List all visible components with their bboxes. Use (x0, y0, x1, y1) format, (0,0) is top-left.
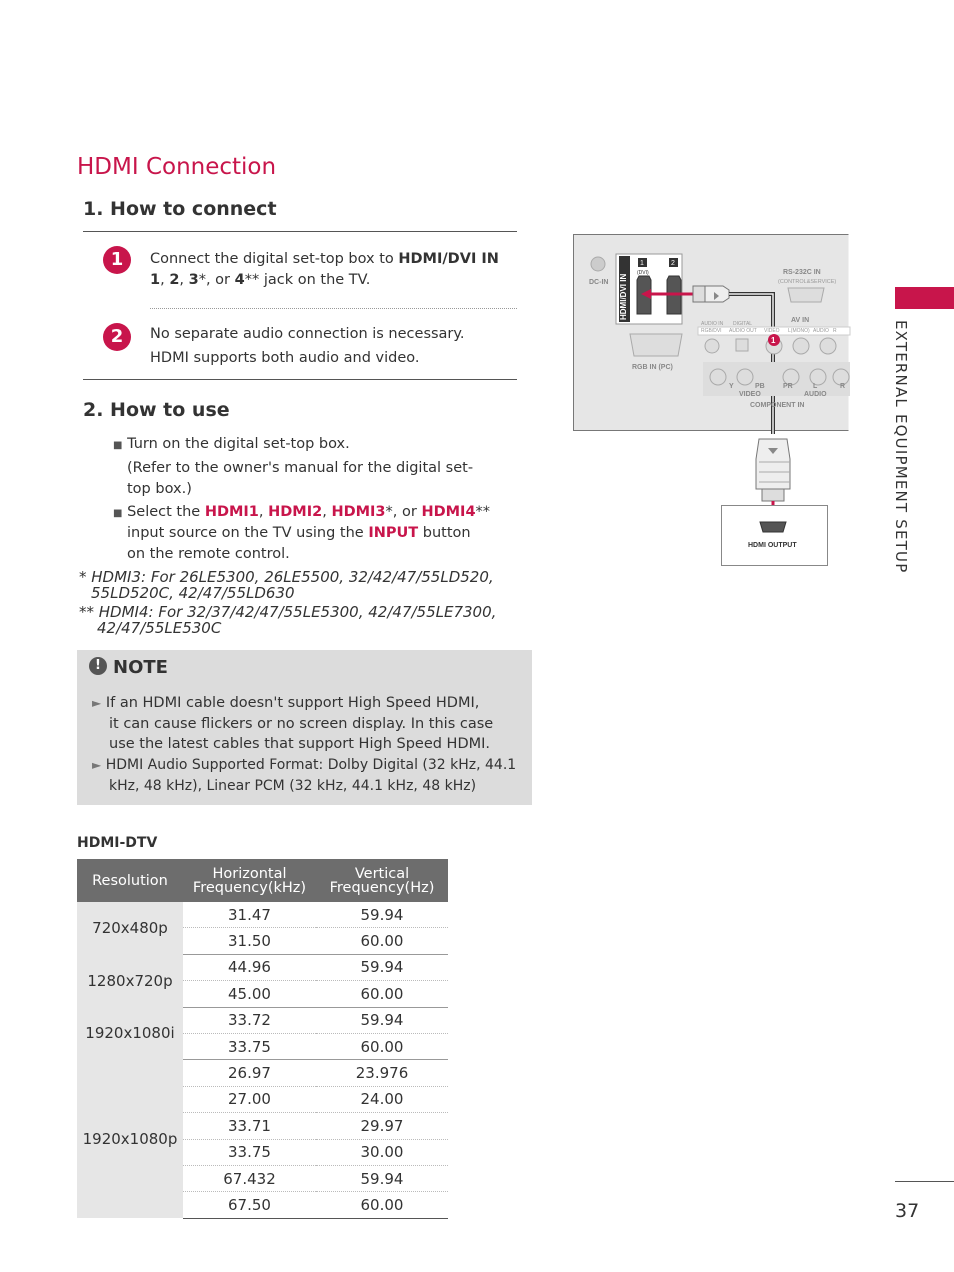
bullet-select-input-cont: input source on the TV using the INPUT button on the remote control. (127, 525, 471, 562)
arrow-icon: ► (92, 758, 102, 772)
resolution-cell: 1280x720p (77, 954, 183, 1007)
table-row (77, 902, 448, 928)
component-video-label: VIDEO (739, 391, 761, 398)
dc-in-label: DC-IN (589, 279, 609, 286)
horizontal-frequency-cell: 67.432 (183, 1165, 316, 1191)
page-number-rule (895, 1181, 954, 1182)
dvi-label: (DVI) (637, 270, 649, 276)
note-item-2: ► HDMI Audio Supported Format: Dolby Digital (32 kHz, 44.1 kHz, 48 kHz), Linear PCM (32 kHz, 44.1 kHz, 48 kHz) (92, 757, 517, 794)
divider (83, 379, 517, 380)
hdmi-output-label: HDMI OUTPUT (748, 542, 797, 549)
rs232-sub-label: (CONTROL&SERVICE) (778, 279, 837, 285)
vertical-frequency-cell: 60.00 (316, 981, 448, 1007)
audio-in-jack (705, 339, 719, 353)
component-audio-label: AUDIO (804, 391, 827, 398)
horizontal-frequency-cell: 33.72 (183, 1007, 316, 1033)
arrow-icon: ► (92, 696, 102, 710)
horizontal-frequency-cell: 67.50 (183, 1192, 316, 1218)
hdmi-port-1-label: 1 (640, 260, 644, 267)
footnote-hdmi3: * HDMI3: For 26LE5300, 26LE5500, 32/42/47/55LD520, 55LD520C, 42/47/55LD630 (79, 568, 494, 602)
component-y-label: Y (729, 383, 734, 390)
av-mono-label: L(MONO) (788, 328, 810, 334)
audio-out-label: AUDIO OUT (729, 328, 757, 334)
digital-label: DIGITAL (733, 321, 753, 327)
step-2-text: No separate audio connection is necessary. HDMI supports both audio and video. (150, 326, 465, 366)
horizontal-frequency-cell: 27.00 (183, 1086, 316, 1112)
vertical-frequency-cell: 30.00 (316, 1139, 448, 1165)
component-y-jack (710, 369, 726, 385)
vertical-frequency-cell: 60.00 (316, 1033, 448, 1059)
horizontal-frequency-cell: 26.97 (183, 1060, 316, 1086)
note-title: NOTE (113, 657, 168, 678)
header-resolution: Resolution (77, 859, 183, 902)
rs232-label: RS-232C IN (783, 269, 821, 276)
hdmi-port-2-label: 2 (671, 260, 675, 267)
footnote-hdmi4: ** HDMI4: For 32/37/42/47/55LE5300, 42/47/55LE7300, 42/47/55LE530C (79, 603, 497, 637)
hdmi-plug-tv-side (693, 286, 705, 302)
horizontal-frequency-cell: 33.75 (183, 1139, 316, 1165)
horizontal-frequency-cell: 33.75 (183, 1033, 316, 1059)
vertical-frequency-cell: 60.00 (316, 1192, 448, 1218)
resolution-cell: 1920x1080i (77, 1007, 183, 1060)
optical-out-jack (736, 339, 748, 351)
component-pr-label: PR (783, 383, 793, 390)
av-audio-l-jack (793, 338, 809, 354)
note-item-1: ► If an HDMI cable doesn't support High Speed HDMI, it can cause flickers or no screen display. In this case use the latest cables that support High Speed HDMI. (92, 695, 494, 752)
rgb-dvi-label: RGB/DVI (701, 328, 722, 334)
horizontal-frequency-cell: 33.71 (183, 1113, 316, 1139)
horizontal-frequency-cell: 31.47 (183, 902, 316, 928)
frequency-table (77, 859, 448, 1219)
table-caption: HDMI-DTV (77, 835, 158, 851)
step-number-2: 2 (103, 323, 131, 351)
resolution-cell: 1920x1080p (77, 1060, 183, 1218)
audio-in-rgb-label: AUDIO IN (701, 321, 724, 327)
chapter-label: EXTERNAL EQUIPMENT SETUP (892, 320, 910, 574)
vertical-frequency-cell: 24.00 (316, 1086, 448, 1112)
vertical-frequency-cell: 59.94 (316, 1007, 448, 1033)
horizontal-frequency-cell: 44.96 (183, 954, 316, 980)
header-vertical: Vertical Frequency(Hz) (316, 859, 448, 902)
component-r-label: R (840, 383, 846, 390)
table-row (77, 954, 448, 980)
callout-number: 1 (771, 336, 776, 345)
header-horizontal: Horizontal Frequency(kHz) (183, 859, 316, 902)
dc-in-jack (591, 257, 605, 271)
page-number: 37 (895, 1200, 920, 1222)
step-number-1: 1 (103, 246, 131, 274)
horizontal-frequency-cell: 45.00 (183, 981, 316, 1007)
resolution-cell: 720x480p (77, 902, 183, 954)
component-l-label: L (813, 383, 818, 390)
page-title: HDMI Connection (77, 154, 277, 180)
hdmi-dvi-in-label: HDMI/DVI IN (619, 273, 628, 320)
dotted-divider (150, 308, 517, 309)
horizontal-frequency-cell: 31.50 (183, 928, 316, 954)
section-title-how-to-use: 2. How to use (83, 399, 230, 421)
av-r-label: R (833, 328, 837, 334)
step-1-text: Connect the digital set-top box to HDMI/DVI IN 1, 2, 3*, or 4** jack on the TV. (150, 251, 499, 288)
connection-diagram (573, 234, 853, 574)
section-title-how-to-connect: 1. How to connect (83, 198, 277, 220)
divider (83, 231, 517, 232)
hdmi-output-port (760, 522, 786, 532)
table-header-row (77, 859, 448, 902)
vertical-frequency-cell: 23.976 (316, 1060, 448, 1086)
component-pb-label: PB (755, 383, 765, 390)
component-in-label: COMPONENT IN (750, 402, 805, 409)
set-top-box (722, 506, 828, 566)
vertical-frequency-cell: 60.00 (316, 928, 448, 954)
bullet-refer-note: (Refer to the owner's manual for the digital set- top box.) (127, 460, 474, 497)
vertical-frequency-cell: 59.94 (316, 902, 448, 928)
av-audio-r-jack (820, 338, 836, 354)
bullet-turn-on: ■ Turn on the digital set-top box. (113, 436, 350, 452)
av-audio-label: AUDIO (813, 328, 829, 334)
av-video-label: VIDEO (764, 328, 780, 334)
bullet-select-input: ■ Select the HDMI1, HDMI2, HDMI3*, or HDMI4** (113, 504, 491, 520)
component-pb-jack (737, 369, 753, 385)
rgb-in-port (630, 334, 682, 356)
av-in-label: AV IN (791, 317, 810, 324)
warning-icon: ! (89, 657, 107, 675)
rgb-in-label: RGB IN (PC) (632, 364, 673, 371)
vertical-frequency-cell: 59.94 (316, 954, 448, 980)
chapter-tab (895, 287, 954, 309)
vertical-frequency-cell: 29.97 (316, 1113, 448, 1139)
table-row (77, 1007, 448, 1033)
table-row (77, 1060, 448, 1086)
rs232-port (788, 288, 824, 302)
vertical-frequency-cell: 59.94 (316, 1165, 448, 1191)
